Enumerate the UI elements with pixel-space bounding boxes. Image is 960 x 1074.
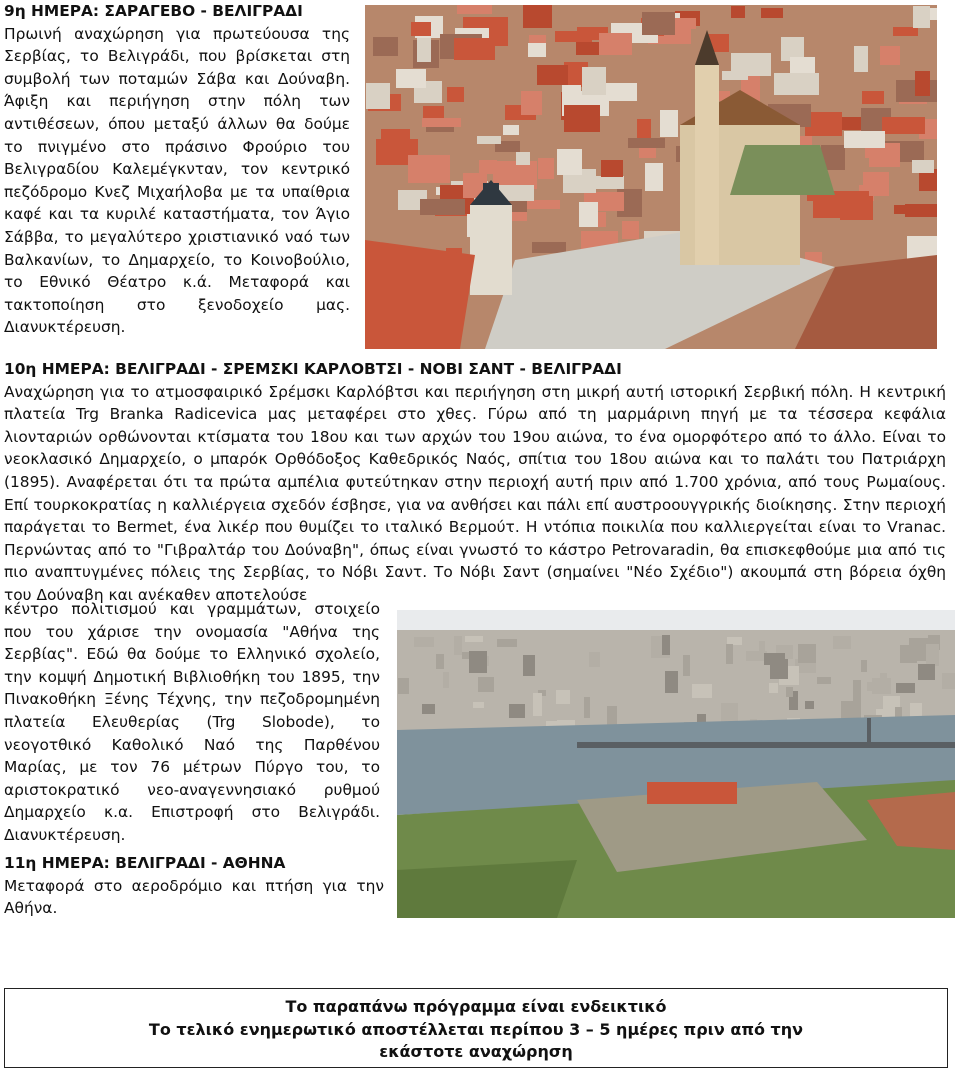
day10-text-wide: Αναχώρηση για το ατμοσφαιρικό Σρέμσκι Καρλόβτσι και περιήγηση στη μικρή αυτή ιστορική Σερβική πόλη. Η κεντρική πλατεία Trg Branka Radicevica μας μεταφέρει στο χθες. Γύρω από τη μαρμάρινη πηγή με τα τέσσερα κεφάλια λιονταριών ορθώνονται κτίσματα του 18ου και των αρχών του 19ου αιώνα, το ένα ομορφότερο από το άλλο. Είναι το νεοκλασικό Δημαρχείο, ο μπαρόκ Ορθόδοξος Καθεδρικός Ναός, σπίτια του 18ου αιώνα και το παλάτι του Πατριάρχη (1895). Αναφέρεται ότι τα πρώτα αμπέλια φυτεύτηκαν στην περιοχή αυτή πριν από 1.700 χρόνια, από τους Ρωμαίους. Επί τουρκοκρατίας η καλλιέργεια σχεδόν έσβησε, για να ανθήσει και πάλι επί αυστροουγγρικής διοίκησης. Στην περιοχή παράγεται το Bermet, ένα λικέρ που θυμίζει το ιταλικό Βερμούτ. Η ντόπια ποικιλία που καλλιεργείται είναι το Vranac. Περνώντας από το "Γιβραλτάρ του Δούναβη", όπως είναι γνωστό το κάστρο Petrovaradin, θα επισκεφθούμε μια από τις πιο αναπτυγμένες πόλεις της Σερβίας, το Νόβι Σαντ. Το Νόβι Σαντ (σημαίνει "Νέο Σχέδιο") ακουμπά στη βόρεια όχθη του Δούναβη και ανέκαθεν αποτελούσε (4, 382, 946, 604)
day9-section (4, 0, 350, 339)
day10-heading: 10η ΗΜΕΡΑ: ΒΕΛΙΓΡΑΔΙ - ΣΡΕΜΣΚΙ ΚΑΡΛΟΒΤΣΙ - ΝΟΒΙ ΣΑΝΤ - ΒΕΛΙΓΡΑΔΙ (4, 360, 622, 378)
notice-line-3: εκάστοτε αναχώρηση (379, 1042, 573, 1061)
novi-sad-cathedral-photo (365, 5, 937, 349)
notice-box (4, 988, 948, 1068)
day11-text: Μεταφορά στο αεροδρόμιο και πτήση για την Αθήνα. (4, 876, 384, 918)
petrovaradin-fortress-photo (397, 610, 955, 918)
day9-heading: 9η ΗΜΕΡΑ: ΣΑΡΑΓΕΒΟ - ΒΕΛΙΓΡΑΔΙ (4, 2, 303, 20)
day10-text-narrow: κέντρο πολιτισμού και γραμμάτων, στοιχείο που του χάρισε την ονομασία "Αθήνα της Σερβίας". Εδώ θα δούμε το Ελληνικό σχολείο, την κομψή Δημοτική Βιβλιοθήκη του 1895, την Πινακοθήκη Ξένης Τέχνης, την πεζοδρομημένη πλατεία Ελευθερίας (Trg Slobode), το νεογοτθικό Καθολικό Ναό της Παρθένου Μαρίας, με τον 76 μέτρων Πύργο του, το αριστοκρατικό νεο-αναγεννησιακό ρυθμού Δημαρχείο κ.α. Επιστροφή στο Βελιγράδι. Διανυκτέρευση. (4, 600, 380, 844)
notice-line-2: Το τελικό ενημερωτικό αποστέλλεται περίπου 3 – 5 ημέρες πριν από την (148, 1019, 804, 1039)
day9-text: Πρωινή αναχώρηση για πρωτεύουσα της Σερβίας, το Βελιγράδι, που βρίσκεται στη συμβολή των ποταμών Σάβα και Δούναβη. Άφιξη και περιήγηση στην πόλη των αντιθέσεων, όπου μεταξύ άλλων θα δούμε το πνιγμένο στο πράσινο Φρούριο του Βελιγραδίου Καλεμέγκνταν, τον κεντρικό πεζόδρομο Κνεζ Μιχαήλοβα με τα υπαίθρια καφέ και τα κυριλέ καταστήματα, τον Άγιο Σάββα, το μεγαλύτερο χριστιανικό ναό των Βαλκανίων, το Δημαρχείο, το Κοινοβούλιο, το Εθνικό Θέατρο κ.ά. Μεταφορά και τακτοποίηση στο ξενοδοχείο μας. Διανυκτέρευση. (4, 24, 350, 337)
day11-heading: 11η ΗΜΕΡΑ: ΒΕΛΙΓΡΑΔΙ - ΑΘΗΝΑ (4, 854, 286, 872)
notice-line-1: Το παραπάνω πρόγραμμα είναι ενδεικτικό (285, 997, 667, 1016)
day10-continued (4, 598, 380, 847)
day11-section (4, 852, 384, 920)
day10-section (4, 358, 946, 607)
